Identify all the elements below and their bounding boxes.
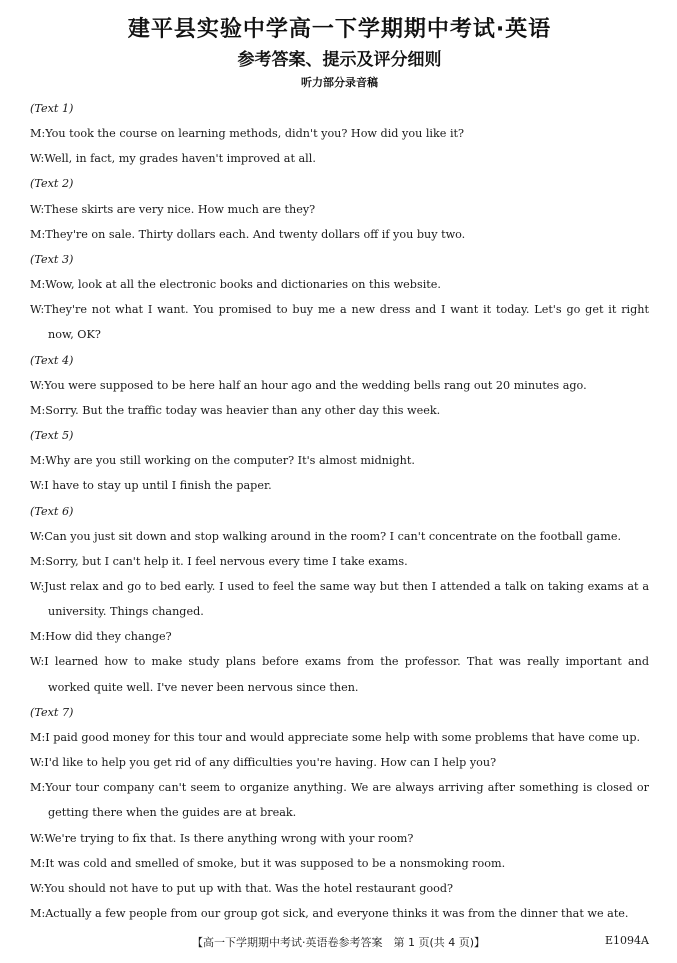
text-label: (Text 6) [30,504,74,518]
dialog-line: W:We're trying to fix that. Is there anything wrong with your room? [30,831,414,845]
document-subtitle: 参考答案、提示及评分细则 [237,50,442,70]
text-label: (Text 3) [30,252,74,266]
transcript-body [30,96,649,926]
document-title: 建平县实验中学高一下学期期中考试·英语 [127,17,552,42]
footer-text: 【高一下学期期中考试·英语卷参考答案 第 1 页(共 4 页)】 [191,936,486,949]
text-label: (Text 7) [30,705,74,719]
document-code: E1094A [605,934,649,947]
dialog-line: M:Sorry. But the traffic today was heavier than any other day this week. [30,403,441,417]
dialog-line: W:These skirts are very nice. How much are they? [30,202,316,216]
dialog-line: M:Wow, look at all the electronic books and dictionaries on this website. [30,278,441,292]
section-heading: 听力部分录音稿 [301,76,378,89]
dialog-line: M:Actually a few people from our group got sick, and everyone thinks it was from the dinner that we ate. [30,907,629,920]
dialog-line: M:How did they change? [30,630,172,644]
text-label: (Text 4) [30,353,74,367]
dialog-line: M:I paid good money for this tour and would appreciate some help with some problems that have come up. [30,730,641,744]
dialog-line: W:Well, in fact, my grades haven't improved at all. [30,152,316,166]
text-label: (Text 5) [30,429,74,443]
dialog-line: W:I'd like to help you get rid of any difficulties you're having. How can I help you? [30,756,497,770]
dialog-line: M:Sorry, but I can't help it. I feel nervous every time I take exams. [30,554,408,568]
dialog-line: M:They're on sale. Thirty dollars each. And twenty dollars off if you buy two. [30,227,466,241]
dialog-line: W:You were supposed to be here half an hour ago and the wedding bells rang out 20 minutes ago. [30,378,587,392]
dialog-line: M:Your tour company can't seem to organize anything. We are always arriving after something is closed or getting there when the guides are at break. [30,781,649,820]
page-footer [0,934,677,952]
dialog-line: M:Why are you still working on the computer? It's almost midnight. [30,454,415,468]
dialog-line: M:You took the course on learning methods, didn't you? How did you like it? [30,127,465,141]
text-label: (Text 2) [30,177,74,191]
dialog-line: M:It was cold and smelled of smoke, but it was supposed to be a nonsmoking room. [30,856,506,870]
dialog-line: W:I learned how to make study plans before exams from the professor. That was really important and worked quite well. I've never been nervous since then. [30,655,649,694]
dialog-line: W:Just relax and go to bed early. I used to feel the same way but then I attended a talk on taking exams at a university. Things changed. [30,579,649,619]
dialog-line: W:Can you just sit down and stop walking around in the room? I can't concentrate on the football game. [30,529,622,543]
dialog-line: W:I have to stay up until I finish the paper. [30,479,272,493]
text-label: (Text 1) [30,102,74,115]
dialog-line: W:You should not have to put up with that. Was the hotel restaurant good? [30,881,453,895]
dialog-line: W:They're not what I want. You promised to buy me a new dress and I want it today. Let's go get it right now, OK? [30,303,649,342]
